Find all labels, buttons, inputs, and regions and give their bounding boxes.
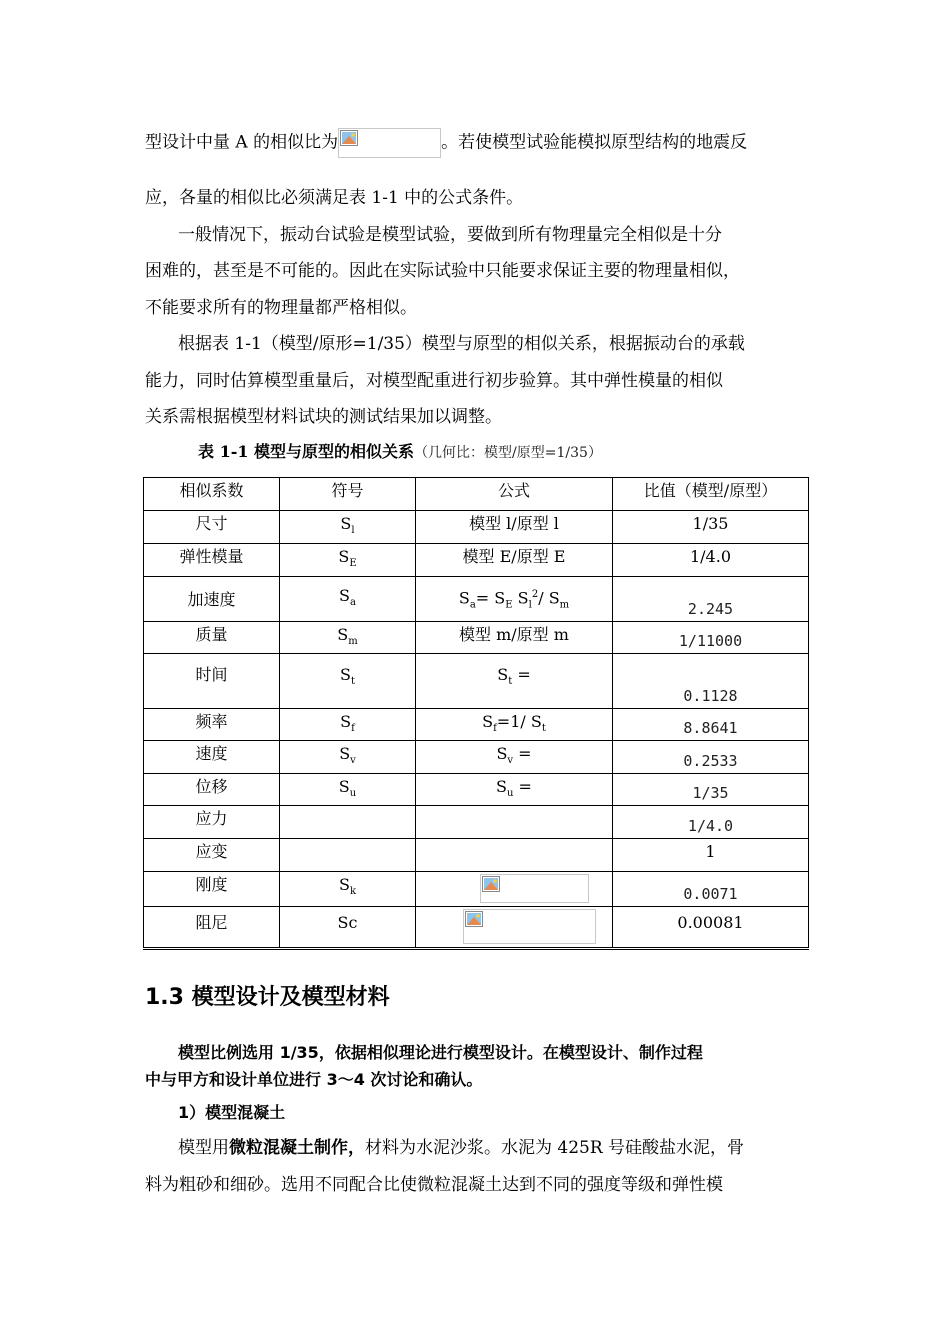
table-row	[144, 654, 809, 709]
row-symbol: $S_a$	[280, 577, 416, 622]
row-name: 加速度	[144, 577, 280, 622]
paragraph-line: 一般情况下，振动台试验是模型试验，要做到所有物理量完全相似是十分	[178, 225, 722, 245]
row-value: 1/35	[613, 773, 809, 805]
table-row	[144, 805, 809, 838]
table-caption	[198, 440, 602, 465]
table-row	[144, 906, 809, 948]
row-symbol: $S_u$	[280, 773, 416, 805]
paragraph-line: 根据表 1-1（模型/原形=1/35）模型与原型的相似关系，根据振动台的承载	[178, 334, 745, 354]
row-formula: 模型 m/原型 m	[416, 622, 613, 654]
row-name: 位移	[144, 773, 280, 805]
table-caption-note: （几何比：模型/原型=1/35）	[414, 445, 602, 461]
row-value: 1/4.0	[613, 544, 809, 577]
row-name: 刚度	[144, 871, 280, 906]
table-row	[144, 709, 809, 741]
row-name: 速度	[144, 741, 280, 773]
broken-image-icon	[482, 876, 500, 892]
paragraph-line: 料为粗砂和细砂。选用不同配合比使微粒混凝土达到不同的强度等级和弹性模	[145, 1175, 723, 1195]
row-symbol: $S_v$	[280, 741, 416, 773]
row-symbol: $S_l$	[280, 511, 416, 544]
broken-image-icon	[465, 911, 483, 927]
paragraph-line: 困难的，甚至是不可能的。因此在实际试验中只能要求保证主要的物理量相似，	[145, 261, 740, 281]
paragraph-line	[145, 128, 807, 158]
section-heading: 1.3 模型设计及模型材料	[145, 985, 390, 1010]
equation-image-placeholder	[338, 128, 441, 158]
row-value: 1	[613, 838, 809, 871]
row-value: 0.0071	[613, 871, 809, 906]
row-formula: 模型 E/原型 E	[416, 544, 613, 577]
row-formula	[416, 906, 613, 948]
row-name: 应变	[144, 838, 280, 871]
row-formula: 模型 l/原型 l	[416, 511, 613, 544]
table-caption-title: 表 1-1 模型与原型的相似关系	[198, 442, 415, 461]
row-name: 弹性模量	[144, 544, 280, 577]
row-name: 尺寸	[144, 511, 280, 544]
table-row	[144, 773, 809, 805]
paragraph-line: 关系需根据模型材料试块的测试结果加以调整。	[145, 407, 502, 427]
broken-image-icon	[340, 130, 358, 146]
row-name: 频率	[144, 709, 280, 741]
row-formula: $S_t$ =	[416, 654, 613, 709]
table-row	[144, 511, 809, 544]
table-header-cell: 公式	[416, 478, 613, 511]
row-formula	[416, 871, 613, 906]
table-row	[144, 577, 809, 622]
row-value: 0.2533	[613, 741, 809, 773]
row-formula	[416, 805, 613, 838]
row-name: 阻尼	[144, 906, 280, 948]
row-name: 应力	[144, 805, 280, 838]
row-name: 时间	[144, 654, 280, 709]
row-symbol: $S_k$	[280, 871, 416, 906]
similarity-table	[143, 477, 809, 950]
table-row	[144, 871, 809, 906]
table-row	[144, 741, 809, 773]
text-run: 模型用	[178, 1138, 229, 1158]
row-value: 1/35	[613, 511, 809, 544]
row-name: 质量	[144, 622, 280, 654]
text-run: 材料为水泥沙浆。水泥为 425R 号硅酸盐水泥，骨	[365, 1138, 745, 1158]
text-run: 。若使模型试验能模拟原型结构的地震反	[441, 132, 748, 153]
bold-paragraph-line: 模型比例选用 1/35，依据相似理论进行模型设计。在模型设计、制作过程	[178, 1043, 703, 1062]
bold-text-run: 微粒混凝土制作，	[229, 1138, 365, 1158]
paragraph-line: 能力，同时估算模型重量后，对模型配重进行初步验算。其中弹性模量的相似	[145, 371, 723, 391]
row-formula: $S_v$ =	[416, 741, 613, 773]
row-symbol: $S_t$	[280, 654, 416, 709]
table-header-cell: 比值（模型/原型）	[613, 478, 809, 511]
bold-paragraph-line: 中与甲方和设计单位进行 3～4 次讨论和确认。	[145, 1070, 483, 1089]
row-symbol: $S_m$	[280, 622, 416, 654]
row-symbol	[280, 838, 416, 871]
text-run: 型设计中量 A 的相似比为	[145, 132, 339, 153]
row-symbol	[280, 805, 416, 838]
paragraph-line	[178, 1136, 807, 1160]
row-symbol: $S_f$	[280, 709, 416, 741]
row-value: 0.00081	[613, 906, 809, 948]
row-formula: $S_u$ =	[416, 773, 613, 805]
row-value: 8.8641	[613, 709, 809, 741]
paragraph-line: 不能要求所有的物理量都严格相似。	[145, 298, 417, 318]
table-header-row	[144, 478, 809, 511]
row-formula: $S_f=1/$ $S_t$	[416, 709, 613, 741]
equation-image-placeholder	[480, 874, 589, 903]
row-value: 2.245	[613, 577, 809, 622]
row-symbol: $S_E$	[280, 544, 416, 577]
equation-image-placeholder	[463, 909, 596, 944]
table-header-cell: 相似系数	[144, 478, 280, 511]
table-row	[144, 544, 809, 577]
table-row	[144, 838, 809, 871]
row-value: 1/4.0	[613, 805, 809, 838]
row-symbol: Sc	[280, 906, 416, 948]
table-row	[144, 622, 809, 654]
row-formula	[416, 838, 613, 871]
row-value: 1/11000	[613, 622, 809, 654]
sub-heading: 1）模型混凝土	[178, 1103, 286, 1122]
table-header-cell: 符号	[280, 478, 416, 511]
row-value: 0.1128	[613, 654, 809, 709]
row-formula: $S_a= S_E$ $S_l^2/$ $S_m$	[416, 577, 613, 622]
paragraph-line: 应，各量的相似比必须满足表 1-1 中的公式条件。	[145, 188, 524, 208]
